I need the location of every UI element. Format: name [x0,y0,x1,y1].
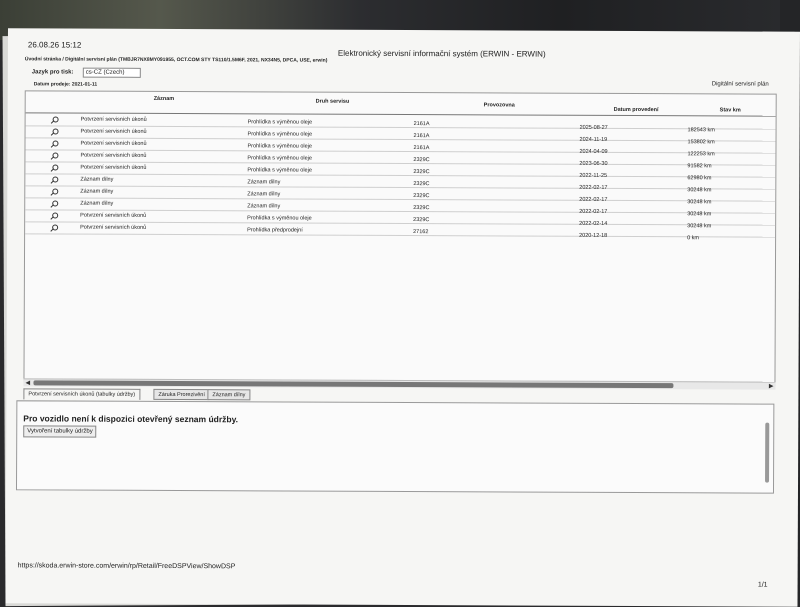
cell-record: Potvrzení servisních úkonů [80,213,146,219]
cell-record: Potvrzení servisních úkonů [80,165,146,171]
sale-date: Datum prodeje: 2021-01-11 [34,81,97,87]
cell-service: Záznam dílny [247,179,280,185]
maintenance-panel [16,400,774,493]
scroll-left-icon[interactable]: ◀ [25,379,30,386]
magnifier-icon[interactable] [52,224,58,230]
cell-workshop: 2329C [413,181,429,187]
cell-km: 0 km [687,235,699,241]
vertical-scrollbar[interactable] [765,423,769,483]
cell-record: Potvrzení servisních úkonů [80,141,146,147]
column-header-date: Datum provedení [614,107,659,113]
cell-date: 2022-02-17 [579,197,607,203]
cell-km: 182543 km [688,127,715,133]
language-row [25,66,775,81]
cell-service: Prohlídka s výměnou oleje [247,215,312,221]
magnifier-icon[interactable] [52,152,58,158]
cell-workshop: 2329C [413,169,429,175]
cell-service: Prohlídka s výměnou oleje [248,119,313,125]
cell-km: 30248 km [687,187,711,193]
column-header-record: Záznam [154,96,175,102]
table-row[interactable] [25,222,775,237]
cell-km: 153802 km [687,139,714,145]
cell-date: 2022-02-14 [579,221,607,227]
cell-km: 30248 km [687,211,711,217]
magnifier-icon[interactable] [52,140,58,146]
cell-service: Prohlídka předprodejní [247,227,303,233]
dsp-label: Digitální servisní plán [712,81,769,87]
cell-workshop: 2161A [414,133,430,139]
scrollbar-thumb[interactable] [33,380,673,388]
cell-km: 91582 km [687,163,711,169]
magnifier-icon[interactable] [53,128,59,134]
column-header-km: Stav km [720,107,741,113]
cell-workshop: 2161A [414,121,430,127]
column-header-workshop: Provozovna [484,102,515,108]
cell-workshop: 2329C [413,157,429,163]
cell-record: Potvrzení servisních úkonů [80,153,146,159]
cell-service: Prohlídka s výměnou oleje [247,155,312,161]
cell-date: 2023-06-30 [579,161,607,167]
cell-date: 2025-08-27 [580,125,608,131]
cell-km: 30248 km [687,223,711,229]
magnifier-icon[interactable] [53,116,59,122]
column-header-service: Druh servisu [316,99,350,105]
cell-km: 62980 km [687,175,711,181]
magnifier-icon[interactable] [52,212,58,218]
create-maintenance-table-button[interactable]: Vytvoření tabulky údržby [23,425,97,437]
magnifier-icon[interactable] [52,176,58,182]
cell-service: Prohlídka s výměnou oleje [247,143,312,149]
printed-page [5,28,800,606]
cell-service: Prohlídka s výměnou oleje [247,167,312,173]
cell-workshop: 2329C [413,205,429,211]
cell-record: Potvrzení servisních úkonů [80,225,146,231]
cell-record: Záznam dílny [80,177,113,183]
breadcrumb: Úvodní stránka / Digitální servisní plán (TMBJR7NX8MY091955, OCT.COM STY TS110/1.5M6F, 2021, NX34N5, DPCA, USE, erwin) [25,56,328,63]
cell-date: 2022-02-17 [579,185,607,191]
tab-service-confirmations[interactable]: Potvrzení servisních úkonů (tabulky údržby) [23,388,140,400]
scroll-right-icon[interactable]: ▶ [769,383,774,390]
cell-workshop: 2329C [413,217,429,223]
language-label: Jazyk pro tisk: [32,69,74,75]
cell-service: Záznam dílny [247,203,280,209]
cell-date: 2024-04-09 [579,149,607,155]
tab-rust-warranty[interactable]: Záruka Prorezivění [153,389,210,400]
cell-record: Potvrzení servisních úkonů [81,117,147,123]
cell-km: 30248 km [687,199,711,205]
language-select[interactable]: cs-CZ (Czech) [83,68,141,78]
cell-date: 2022-11-25 [579,173,607,179]
panel-message: Pro vozidlo není k dispozici otevřený seznam údržby. [23,413,238,424]
magnifier-icon[interactable] [52,164,58,170]
page-number: 1/1 [758,582,768,589]
page-title: Elektronický servisní informační systém (ERWIN - ERWIN) [338,49,546,59]
cell-workshop: 27162 [413,229,428,235]
print-timestamp: 26.08.26 15:12 [28,40,81,49]
page-url: https://skoda.erwin-store.com/erwin/rp/Retail/FreeDSPView/ShowDSP [18,562,236,570]
magnifier-icon[interactable] [52,188,58,194]
cell-record: Potvrzení servisních úkonů [81,129,147,135]
cell-km: 122253 km [687,151,714,157]
cell-record: Záznam dílny [80,189,113,195]
cell-workshop: 2329C [413,193,429,199]
cell-date: 2022-02-17 [579,209,607,215]
service-table [23,90,776,385]
cell-workshop: 2161A [413,145,429,151]
magnifier-icon[interactable] [52,200,58,206]
cell-record: Záznam dílny [80,201,113,207]
tab-workshop-record[interactable]: Záznam dílny [207,389,250,400]
table-header [26,91,776,116]
cell-date: 2024-11-19 [580,137,608,143]
cell-service: Záznam dílny [247,191,280,197]
cell-date: 2020-12-18 [579,233,607,239]
cell-service: Prohlídka s výměnou oleje [248,131,313,137]
